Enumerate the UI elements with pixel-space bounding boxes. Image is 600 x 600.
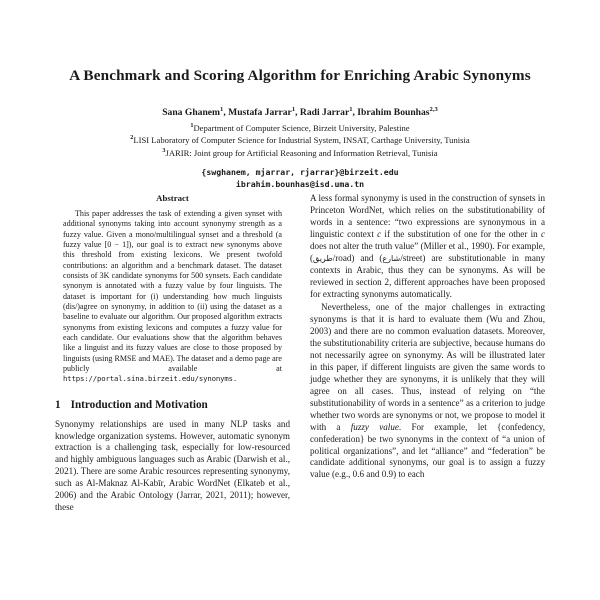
right-column	[310, 193, 545, 514]
author-list: Sana Ghanem$^1$, Mustafa Jarrar$^1$, Radi Jarrar$^1$, Ibrahim Bounhas$^{2,3}$ $^1$Department of Computer Science, Birzeit University, Palestine $^2$LISI Laboratory of Computer Science for Industrial System, INSAT, Carthage University, Tunisia $^3$JARIR: Joint group for Artificial Reasoning and Information Retrieval, Tunisia {swghanem, mjarrar, rjarrar}@birzeit.edu ibrahim.bounhas@isd.uma.tn	[48, 106, 552, 190]
right-p1-seg-e: /street) are substitutionable in many contexts in Arabic, thus they can be synonyms. As will be reviewed in section 2, different approaches have been proposed for extracting synonyms automatically.	[310, 252, 546, 299]
right-p1-seg-d: /road) and (	[332, 252, 383, 263]
intro-paragraph-1: Synonymy relationships are used in many NLP tasks and knowledge organization systems. However, automatic synonym extraction is a challenging task, especially for low-resourced and highly ambiguous languages such as Arabic (Darwish et al., 2021). There are some Arabic resources representing synonymy, such as Al-Maknaz Al-Kabīr, Arabic WordNet (Elkateb et al., 2006) and the Arabic Ontology (Jarrar, 2021, 2011); however, these	[55, 418, 290, 513]
affiliation-2	[48, 134, 552, 146]
section-title: Introduction and Motivation	[70, 398, 208, 411]
body-columns	[0, 193, 600, 514]
left-column	[55, 193, 290, 514]
abstract-text: This paper addresses the task of extending a given synset with additional synonyms taking into account synonymy strength as a fuzzy value. Given a mono/multilingual synset and a threshold (a fuzzy value [0 − 1]), our goal is to extract new synonyms above this threshold from existing lexicons. We present twofold contributions: an algorithm and a benchmark dataset. The dataset consists of 3K candidate synonyms for 500 synsets. Each candidate synonym is annotated with a fuzzy value by four linguists. The dataset is important for (i) understanding how much linguists (dis/)agree on synonymy, in addition to (ii) using the dataset as a baseline to evaluate our algorithm. Our proposed algorithm extracts synonyms from existing lexicons and computes a fuzzy value for each candidate. Our evaluations show that the algorithm behaves like a linguist and its fuzzy values are close to those proposed by linguists (using RMSE and MAE). The dataset and a demo page are publicly available at	[63, 209, 282, 373]
title-block	[0, 0, 600, 190]
section-heading-introduction	[55, 399, 290, 411]
abstract-body	[63, 209, 282, 385]
page-title: A Benchmark and Scoring Algorithm for Enriching Arabic Synonyms	[69, 67, 531, 84]
author-1-affiliation-marker: 1	[220, 106, 224, 113]
author-2-affiliation-marker: 1	[291, 106, 296, 113]
author-1: Sana Ghanem	[162, 107, 221, 119]
right-p2-seg-a: Nevertheless, one of the major challenges in extracting synonyms is that it is hard to evaluate them (Wu and Zhou, 2003) and there are no common evaluation datasets. Moreover, the substitutionability criteria are subjective, because humans do not necessarily agree on synonymy. As will be illustrated later in this paper, if different linguists are given the same words to judge whether they are synonyms, it is unlikely that they will agree on all cases. Thus, instead of relying on “the substitutionability of words in a sentence” as a criterion to judge whether two words are synonyms or not, we propose to model it with a	[310, 302, 545, 432]
right-p1-seg-b: if the substitution of one for the other in	[381, 228, 541, 239]
affiliation-1-text: Department of Computer Science, Birzeit University, Palestine	[193, 123, 410, 134]
abstract-heading: Abstract	[156, 193, 189, 203]
affiliation-3-text: JARIR: Joint group for Artificial Reasoning and Information Retrieval, Tunisia	[165, 147, 438, 158]
affiliation-2-marker: 2	[130, 134, 134, 142]
affiliation-3-marker: 3	[162, 146, 166, 154]
author-3: Radi Jarrar	[299, 107, 350, 119]
author-2: Mustafa Jarrar	[228, 107, 292, 119]
arabic-word-road: طريق	[313, 253, 333, 263]
abstract-url-period: .	[232, 374, 238, 384]
email-line-2: ibrahim.bounhas@isd.uma.tn	[235, 179, 365, 190]
affiliation-list	[48, 122, 552, 159]
abstract-url-part1: https:	[63, 374, 89, 384]
affiliation-1	[48, 122, 552, 134]
affiliation-2-text: LISI Laboratory of Computer Science for Industrial System, INSAT, Carthage University, Tunisia	[133, 135, 470, 146]
right-paragraph-2	[310, 302, 545, 481]
affiliation-1-marker: 1	[190, 122, 194, 130]
right-p1-seg-c: does not alter the truth value” (Miller et al., 1990). For example, (	[310, 240, 545, 263]
affiliation-3	[48, 147, 552, 159]
right-p1-italic-c1: c	[377, 228, 382, 239]
author-3-affiliation-marker: 1	[349, 106, 353, 113]
right-p2-seg-b: . For example, let {confedency, confederation} be two synonyms in the context of “a union of political organizations”, and let “alliance” and “federation” be candidate additional synonyms, our goal is to assign a fuzzy value (e.g., 0.6 and 0.9) to each	[310, 421, 545, 480]
abstract-url-part2: //portal.sina.birzeit.edu/synonyms	[88, 374, 233, 384]
right-p2-italic-fuzzy-value: fuzzy value	[350, 421, 399, 432]
email-block	[48, 166, 552, 191]
author-4: Ibrahim Bounhas	[357, 107, 430, 119]
email-line-1: {swghanem, mjarrar, rjarrar}@birzeit.edu	[201, 166, 399, 177]
right-p1-italic-c2: c	[540, 228, 545, 239]
right-p1-seg-a: A less formal synonymy is used in the construction of synsets in Princeton WordNet, which relies on the substitutionability of words in a sentence: “two expressions are synonymous in a linguistic context	[310, 193, 545, 239]
section-number: 1	[55, 398, 61, 411]
author-4-affiliation-marker: 2,3	[429, 106, 438, 113]
arabic-word-street: شارع	[382, 253, 401, 263]
right-paragraph-1	[310, 193, 545, 301]
